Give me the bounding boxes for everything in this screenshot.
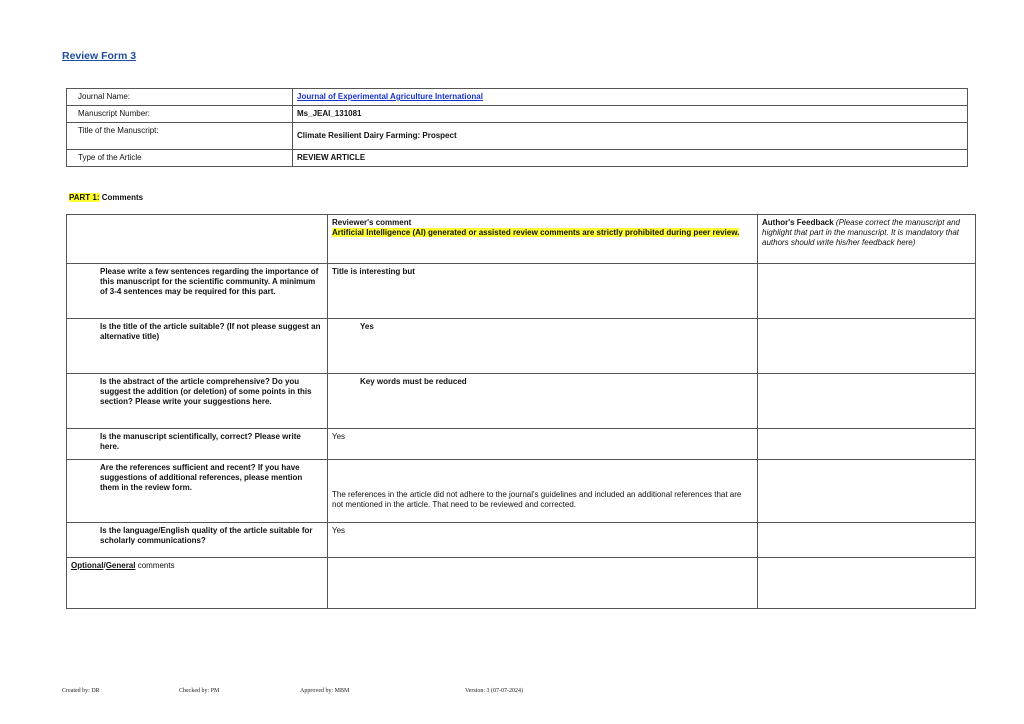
question-title-suitable: Is the title of the article suitable? (If not please suggest an alternative title) xyxy=(67,319,328,374)
manuscript-number-value: Ms_JEAI_131081 xyxy=(293,106,968,123)
feedback-references[interactable] xyxy=(758,460,976,523)
footer-version: Version: 3 (07-07-2024) xyxy=(465,688,523,694)
journal-row xyxy=(67,89,968,106)
part-1-label: PART 1: xyxy=(69,193,100,202)
optional-feedback-input[interactable] xyxy=(758,558,976,609)
table-row xyxy=(67,264,976,319)
question-references: Are the references sufficient and recent? If you have suggestions of additional references, please mention them in the review form. xyxy=(67,460,328,523)
footer-created-by: Created by: DR xyxy=(62,688,100,694)
ai-prohibition-notice: Artificial Intelligence (AI) generated or assisted review comments are strictly prohibited during peer review. xyxy=(332,228,740,237)
manuscript-info-table xyxy=(66,88,968,167)
manuscript-number-label: Manuscript Number: xyxy=(67,106,293,123)
question-importance: Please write a few sentences regarding the importance of this manuscript for the scientific community. A minimum of 3-4 sentences may be required for this part. xyxy=(67,264,328,319)
optional-suffix: comments xyxy=(135,561,175,570)
question-scientific: Is the manuscript scientifically, correct? Please write here. xyxy=(67,429,328,460)
reviewer-comment-title: Reviewer's comment xyxy=(332,218,412,227)
manuscript-number-row xyxy=(67,106,968,123)
manuscript-title-row xyxy=(67,123,968,150)
table-row xyxy=(67,319,976,374)
footer-approved-by: Approved by: MBM xyxy=(300,688,350,694)
comment-language[interactable]: Yes xyxy=(328,523,758,558)
part-1-suffix: Comments xyxy=(99,193,144,202)
feedback-language[interactable] xyxy=(758,523,976,558)
form-title: Review Form 3 xyxy=(62,50,137,62)
manuscript-title-value: Climate Resilient Dairy Farming: Prospect xyxy=(293,123,968,150)
optional-comments-label xyxy=(67,558,328,609)
table-row xyxy=(67,460,976,523)
question-language: Is the language/English quality of the article suitable for scholarly communications? xyxy=(67,523,328,558)
optional-slash: / xyxy=(103,561,106,570)
table-row xyxy=(67,523,976,558)
comment-title-suitable[interactable]: Yes xyxy=(328,319,758,374)
comment-importance[interactable]: Title is interesting but xyxy=(328,264,758,319)
optional-comment-input[interactable] xyxy=(328,558,758,609)
footer-checked-by: Checked by: PM xyxy=(179,688,220,694)
journal-name-link[interactable]: Journal of Experimental Agriculture International xyxy=(297,92,483,101)
article-type-label: Type of the Article xyxy=(67,150,293,167)
optional-word: Optional xyxy=(71,561,104,570)
author-feedback-note: (Please correct the manuscript and highlight that part in the manuscript. It is mandatory that authors should write his/her feedback here) xyxy=(762,218,960,247)
author-feedback-title: Author's Feedback xyxy=(762,218,834,227)
part-1-heading xyxy=(69,193,143,203)
article-type-value: REVIEW ARTICLE xyxy=(293,150,968,167)
comment-abstract[interactable]: Key words must be reduced xyxy=(328,374,758,429)
comment-references[interactable]: The references in the article did not adhere to the journal's guidelines and included an additional references that are not mentioned in the article. That need to be reviewed and corrected. xyxy=(328,460,758,523)
feedback-title-suitable[interactable] xyxy=(758,319,976,374)
comment-scientific[interactable]: Yes xyxy=(328,429,758,460)
review-comments-table xyxy=(66,214,976,609)
reviewer-comment-header xyxy=(328,215,758,264)
journal-label: Journal Name: xyxy=(67,89,293,106)
feedback-abstract[interactable] xyxy=(758,374,976,429)
blank-header-cell xyxy=(67,215,328,264)
table-row xyxy=(67,374,976,429)
feedback-importance[interactable] xyxy=(758,264,976,319)
article-type-row xyxy=(67,150,968,167)
feedback-scientific[interactable] xyxy=(758,429,976,460)
question-abstract: Is the abstract of the article comprehensive? Do you suggest the addition (or deletion) of some points in this section? Please write your suggestions here. xyxy=(67,374,328,429)
general-word: General xyxy=(105,561,136,570)
optional-comments-row xyxy=(67,558,976,609)
table-row xyxy=(67,429,976,460)
author-feedback-header xyxy=(758,215,976,264)
manuscript-title-label: Title of the Manuscript: xyxy=(67,123,293,150)
comments-header-row xyxy=(67,215,976,264)
